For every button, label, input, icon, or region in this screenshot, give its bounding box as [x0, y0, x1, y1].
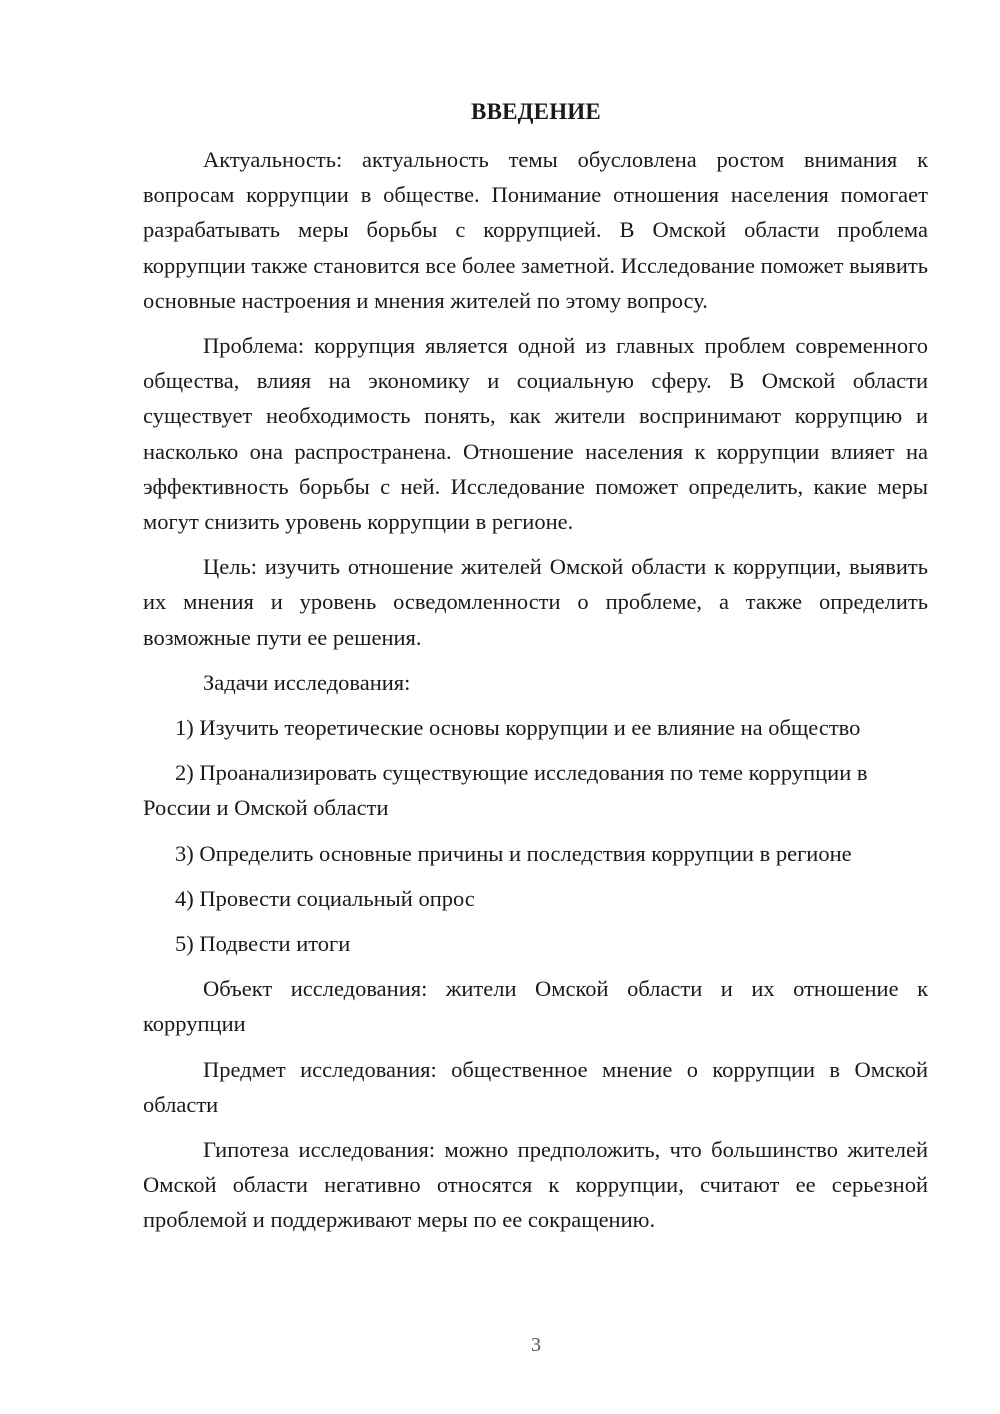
task-item: 3) Определить основные причины и последствия коррупции в регионе [175, 840, 852, 866]
problem-paragraph: Проблема: коррупция является одной из главных проблем современного общества, влияя на экономику и социальную сферу. В Омской области существует необходимость понять, как жители воспринимают коррупцию и насколько она распространена. Отношение населения к коррупции влияет на эффективность борьбы с ней. Исследование поможет определить, какие меры могут снизить уровень коррупции в регионе. [143, 333, 928, 535]
tasks-heading: Задачи исследования: [203, 669, 411, 695]
document-body [143, 142, 928, 1248]
page-number: 3 [531, 1334, 541, 1356]
task-item: 1) Изучить теоретические основы коррупции и ее влияние на общество [175, 715, 861, 741]
goal-paragraph: Цель: изучить отношение жителей Омской области к коррупции, выявить их мнения и уровень осведомленности о проблеме, а также определить возможные пути ее решения. [143, 554, 928, 650]
task-item: 2) Проанализировать существующие исследования по теме коррупции в России и Омской области [143, 760, 868, 821]
object-paragraph: Объект исследования: жители Омской области и их отношение к коррупции [143, 976, 928, 1037]
task-item: 4) Провести социальный опрос [175, 885, 475, 911]
subject-paragraph: Предмет исследования: общественное мнение о коррупции в Омской области [143, 1056, 928, 1117]
hypothesis-paragraph: Гипотеза исследования: можно предположить, что большинство жителей Омской области негативно относятся к коррупции, считают ее серьезной проблемой и поддерживают меры по ее сокращению. [143, 1137, 928, 1233]
relevance-paragraph: Актуальность: актуальность темы обусловлена ростом внимания к вопросам коррупции в обществе. Понимание отношения населения помогает разрабатывать меры борьбы с коррупцией. В Омской области проблема коррупции также становится все более заметной. Исследование поможет выявить основные настроения и мнения жителей по этому вопросу. [143, 147, 928, 313]
task-item: 5) Подвести итоги [175, 931, 351, 957]
page-title: ВВЕДЕНИЕ [471, 99, 601, 124]
